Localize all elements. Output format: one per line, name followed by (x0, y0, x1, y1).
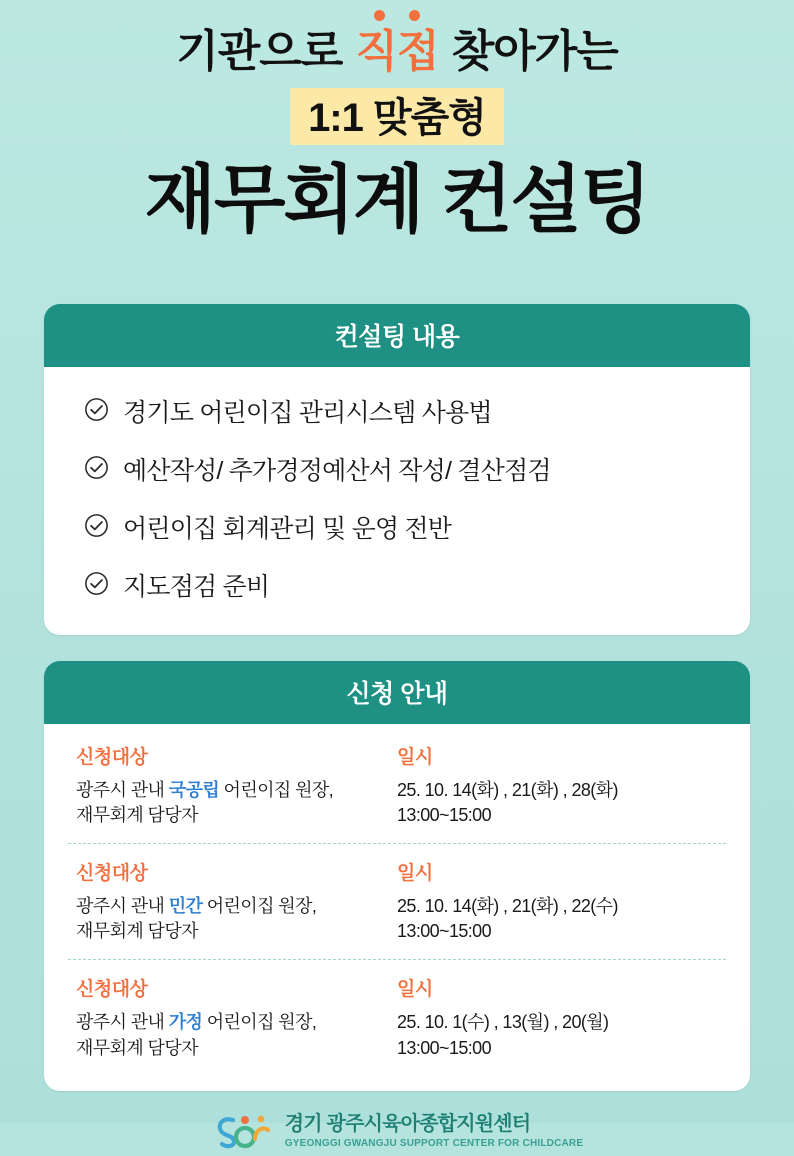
footer-org-block (285, 1113, 583, 1150)
apply-target-label: 신청대상 (76, 978, 148, 1000)
apply-target-text (76, 894, 387, 945)
check-circle-icon (84, 455, 109, 480)
footer (0, 1111, 794, 1151)
dot-left-icon (374, 10, 385, 21)
apply-target-line2: 재무회계 담당자 (76, 921, 198, 942)
apply-target-cell (76, 858, 397, 945)
apply-date-line2: 13:00~15:00 (397, 805, 491, 826)
poster-header (0, 0, 794, 242)
headline-line1 (0, 26, 794, 78)
apply-date-line1: 25. 10. 1(수) , 13(월) , 20(월) (397, 1011, 609, 1032)
apply-date-line1: 25. 10. 14(화) , 21(화) , 28(화) (397, 779, 618, 800)
apply-target-label: 신청대상 (76, 862, 148, 884)
dot-right-icon (409, 10, 420, 21)
headline-line1-pre: 기관으로 (176, 27, 354, 76)
apply-date-cell (397, 858, 718, 945)
check-circle-icon (84, 513, 109, 538)
apply-date-line1: 25. 10. 14(화) , 21(화) , 22(수) (397, 895, 618, 916)
apply-target-post: 어린이집 원장, (202, 895, 317, 916)
table-row (68, 960, 726, 1075)
table-row (68, 844, 726, 960)
apply-target-post: 어린이집 원장, (219, 779, 334, 800)
apply-date-text (397, 778, 718, 829)
headline-highlight-word (353, 26, 440, 78)
apply-date-line2: 13:00~15:00 (397, 1037, 491, 1058)
emphasis-dots-icon (374, 10, 420, 21)
apply-target-type: 국공립 (168, 779, 220, 800)
apply-target-cell (76, 742, 397, 829)
footer-org-name: 경기 광주시육아종합지원센터 (284, 1112, 531, 1135)
apply-date-label: 일시 (397, 746, 433, 768)
apply-date-text (397, 1010, 718, 1061)
apply-date-cell (397, 742, 718, 829)
apply-target-text (76, 778, 387, 829)
apply-target-pre: 광주시 관내 (76, 1011, 169, 1032)
list-item (84, 393, 710, 429)
apply-target-pre: 광주시 관내 (76, 895, 169, 916)
headline-line2 (290, 84, 504, 147)
list-item (84, 509, 710, 545)
list-item-text: 지도점검 준비 (123, 572, 270, 601)
consulting-content-title: 컨설팅 내용 (44, 304, 750, 367)
apply-target-type: 가정 (168, 1011, 203, 1032)
list-item-text: 어린이집 회계관리 및 운영 전반 (123, 514, 452, 543)
apply-target-line2: 재무회계 담당자 (76, 805, 198, 826)
apply-target-text (76, 1010, 387, 1061)
list-item (84, 451, 710, 487)
list-item-text: 예산작성/ 추가경정예산서 작성/ 결산점검 (123, 456, 551, 485)
headline-line2-wrap (0, 84, 794, 147)
headline-line3: 재무회계 컨설팅 (144, 157, 650, 241)
apply-date-line2: 13:00~15:00 (397, 921, 491, 942)
apply-target-cell (76, 974, 397, 1061)
headline-line2-text: 1:1 맞춤형 (308, 95, 486, 140)
consulting-content-body (44, 367, 750, 635)
apply-info-title: 신청 안내 (44, 661, 750, 724)
table-row (68, 728, 726, 844)
apply-date-cell (397, 974, 718, 1061)
apply-target-label: 신청대상 (76, 746, 148, 768)
headline-line1-post: 찾아가는 (440, 27, 618, 76)
apply-target-pre: 광주시 관내 (76, 779, 169, 800)
apply-target-post: 어린이집 원장, (202, 1011, 317, 1032)
headline-line1-highlight-text: 직접 (355, 27, 439, 76)
check-circle-icon (84, 571, 109, 596)
apply-date-label: 일시 (397, 862, 433, 884)
apply-target-line2: 재무회계 담당자 (76, 1037, 198, 1058)
check-circle-icon (84, 397, 109, 422)
center-logo-icon (211, 1111, 273, 1151)
list-item (84, 567, 710, 603)
apply-info-card (44, 661, 750, 1091)
footer-org-name-en: GYEONGGI GWANGJU SUPPORT CENTER FOR CHILDCARE (284, 1137, 584, 1149)
apply-info-body (44, 724, 750, 1091)
list-item-text: 경기도 어린이집 관리시스템 사용법 (123, 398, 492, 427)
apply-target-type: 민간 (168, 895, 203, 916)
apply-date-label: 일시 (397, 978, 433, 1000)
consulting-content-card (44, 304, 750, 635)
consulting-content-list (84, 393, 710, 603)
apply-date-text (397, 894, 718, 945)
